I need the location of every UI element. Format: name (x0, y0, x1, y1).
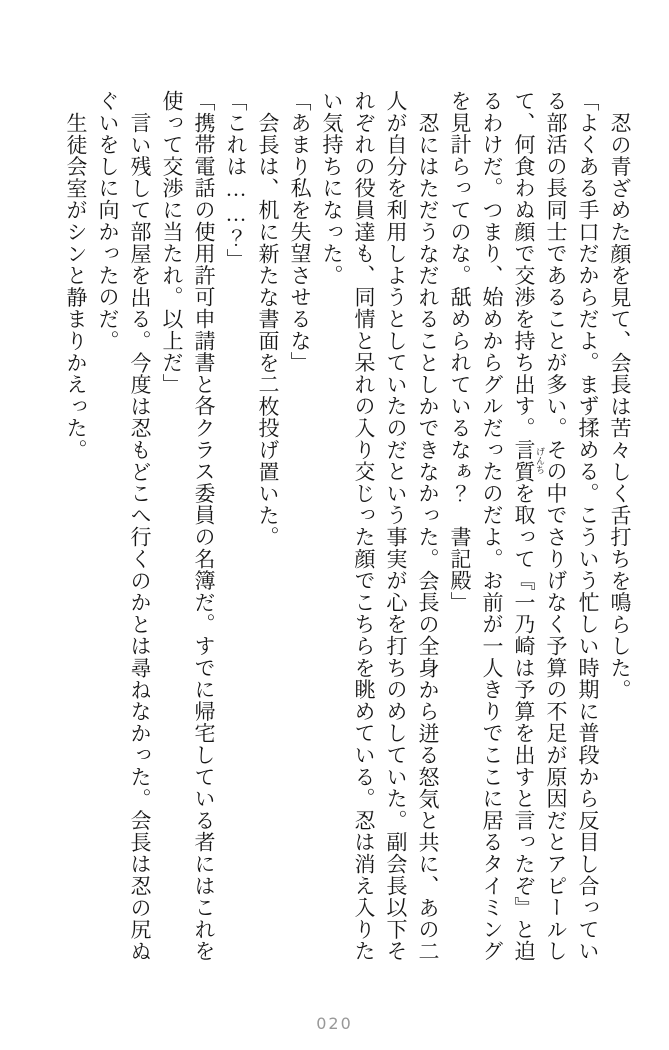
paragraph: 会長は、机に新たな書面を二枚投げ置いた。 (256, 111, 280, 548)
paragraph: 言い残して部屋を出る。今度は忍もどこへ行くのかとは尋ねなかった。会長は忍の尻ぬぐいをしに向かったのだ。 (96, 90, 152, 962)
ruby-annotation: 言質 げんち (512, 438, 545, 483)
text-block (36, 90, 636, 963)
paragraph: 「よくある手口だからだよ。まず揉める。こういう忙しい時期に普段から反目し合っている部活の長同士であることが多い。その中でさりげなく予算の不足が原因だとアピールして、何食わぬ顔で交渉を持ち出す。言質 げんちを取って『一乃崎は予算を出すと言ったぞ』と迫るわけだ。つまり、始めからグルだったのだよ。お前が一人きりでここに居るタイミングを見計らってのな。舐められているなぁ？ 書記殿」 (448, 90, 600, 963)
paragraph: 忍にはただうなだれることしかできなかった。会長の全身から迸る怒気と共に、あの二人が自分を利用しようとしていたのだという事実が心を打ちのめしていた。副会長以下それぞれの役員達も、同情と呆れの入り交じった顔でこちらを眺めている。忍は消え入りたい気持ちになった。 (320, 90, 440, 962)
paragraph: 生徒会室がシンと静まりかえった。 (64, 111, 88, 461)
paragraph: 忍の青ざめた顔を見て、会長は苦々しく舌打ちを鳴らした。 (608, 111, 632, 701)
paragraph: 「これは……？」 (224, 90, 248, 271)
page-number: 020 (316, 1014, 353, 1033)
paragraph: 「携帯電話の使用許可申請書と各クラス委員の名簿だ。すでに帰宅している者にはこれを使って交渉に当たれ。以上だ」 (160, 90, 216, 962)
paragraph: 「あまり私を失望させるな」 (288, 90, 312, 374)
